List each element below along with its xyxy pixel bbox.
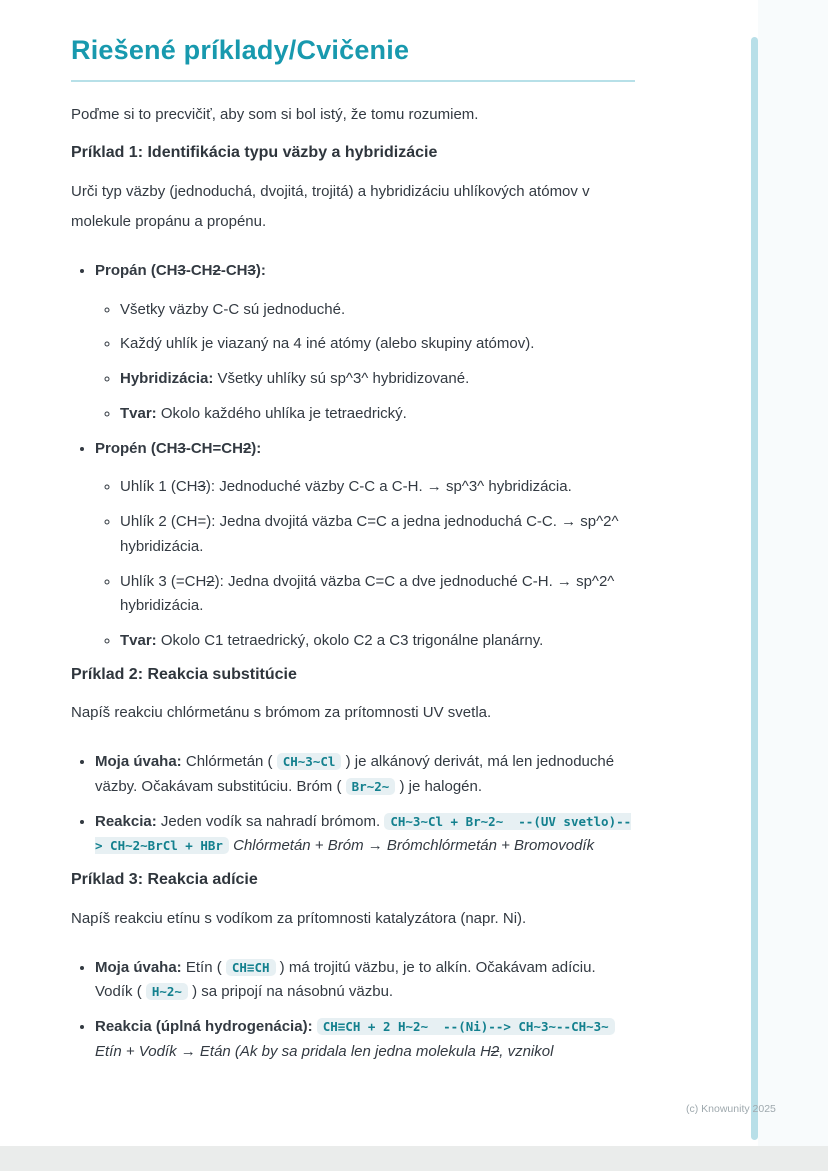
right-margin	[758, 0, 828, 1146]
propen-sublist	[95, 475, 635, 654]
text-segment: Etín (	[181, 958, 226, 976]
document-content	[71, 34, 635, 1075]
list-item	[120, 475, 635, 500]
example1-list	[71, 259, 635, 654]
watermark: (c) Knowunity 2025	[686, 1103, 776, 1115]
text-segment: Tvar:	[120, 632, 157, 650]
text-segment: Etín + Vodík → Etán (Ak by sa pridala len jedna molekula H	[95, 1042, 491, 1060]
text-segment: Okolo C1 tetraedrický, okolo C2 a C3 trigonálne planárny.	[156, 632, 544, 650]
text-segment: ) je alkánový derivát, má len jednoduché väzby. Očakávam substitúciu. Bróm (	[95, 753, 615, 795]
text-segment: 3	[177, 439, 186, 457]
text-segment: -CH	[185, 261, 213, 279]
list-item	[95, 956, 635, 1006]
text-segment: ): Jedna dvojitá väzba C=C a dve jednoduché C-H. → sp^2^ hybridizácia.	[120, 572, 615, 615]
example2-task: Napíš reakciu chlórmetánu s brómom za prítomnosti UV svetla.	[71, 704, 492, 722]
text-segment: -CH=CH	[185, 439, 243, 457]
text-segment: ) je halogén.	[395, 777, 483, 795]
text-segment: Uhlík 3 (=CH	[120, 572, 207, 590]
text-segment: Jeden vodík sa nahradí brómom.	[156, 812, 385, 830]
text-segment: Tvar:	[120, 404, 157, 422]
list-item-propan	[95, 259, 635, 427]
text-segment: 3	[197, 478, 206, 496]
example1-task: Urči typ väzby (jednoduchá, dvojitá, trojitá) a hybridizáciu uhlíkových atómov v molekule propánu a propénu.	[71, 182, 590, 230]
scrollbar-thumb[interactable]	[751, 37, 758, 1140]
code-chip: CH≡CH	[226, 959, 276, 976]
text-segment: Všetky uhlíky sú sp^3^ hybridizované.	[213, 370, 470, 388]
text-segment: Moja úvaha:	[95, 753, 182, 771]
text-segment: Okolo každého uhlíka je tetraedrický.	[156, 404, 407, 422]
text-segment: ) má trojitú väzbu, je to alkín. Očakávam adíciu. Vodík (	[95, 958, 596, 1001]
text-segment: Uhlík 2 (CH=): Jedna dvojitá väzba C=C a jedna jednoduchá C-C. → sp^2^ hybridizácia.	[120, 513, 619, 555]
text-segment: Propén (CH	[95, 439, 178, 457]
text-segment: Všetky väzby C-C sú jednoduché.	[120, 300, 346, 318]
list-item	[95, 810, 635, 860]
text-segment: -CH	[220, 261, 248, 279]
list-item-propen	[95, 437, 635, 654]
list-item	[120, 629, 635, 654]
list-item	[95, 750, 635, 800]
list-item	[120, 367, 635, 392]
example3-task: Napíš reakciu etínu s vodíkom za prítomnosti katalyzátora (napr. Ni).	[71, 909, 527, 927]
list-item-text	[95, 262, 266, 279]
text-segment: Chlórmetán (	[181, 753, 277, 771]
list-item	[120, 510, 635, 560]
text-segment: Uhlík 1 (CH	[120, 478, 198, 496]
code-chip: H~2~	[146, 983, 188, 1000]
list-item	[120, 332, 635, 357]
text-segment: 3	[177, 261, 186, 279]
intro-paragraph: Poďme si to precvičiť, aby som si bol istý, že tomu rozumiem.	[71, 106, 479, 124]
example3-heading: Príklad 3: Reakcia adície	[71, 871, 258, 889]
text-segment: Moja úvaha:	[95, 958, 182, 976]
list-item	[95, 1015, 635, 1065]
example2-list	[71, 750, 635, 859]
text-segment: 2	[206, 572, 215, 590]
list-item	[120, 570, 635, 620]
text-segment: Reakcia:	[95, 812, 157, 830]
text-segment: Reakcia (úplná hydrogenácia):	[95, 1018, 313, 1036]
text-segment: 3	[247, 261, 256, 279]
example2-heading: Príklad 2: Reakcia substitúcie	[71, 665, 297, 683]
text-segment: , vznikol	[499, 1042, 554, 1060]
page-title: Riešené príklady/Cvičenie	[71, 34, 635, 82]
code-chip: CH~3~Cl + Br~2~ --(UV svetlo)--> CH~2~BrCl + HBr	[95, 813, 632, 854]
text-segment: ):	[255, 261, 266, 279]
example1-heading: Príklad 1: Identifikácia typu väzby a hybridizácie	[71, 144, 438, 162]
text-segment: 2	[490, 1042, 500, 1060]
text-segment: ):	[251, 439, 262, 457]
list-item	[120, 298, 635, 323]
list-item-text	[95, 440, 261, 457]
text-segment: Propán (CH	[95, 261, 178, 279]
text-segment: ): Jednoduché väzby C-C a C-H. → sp^3^ hybridizácia.	[205, 478, 572, 496]
propan-sublist	[95, 298, 635, 427]
text-segment: Hybridizácia:	[120, 370, 214, 388]
code-chip: CH≡CH + 2 H~2~ --(Ni)--> CH~3~--CH~3~	[317, 1018, 615, 1035]
page-bottom-edge	[0, 1146, 828, 1171]
code-chip: CH~3~Cl	[277, 753, 342, 770]
list-item	[120, 402, 635, 427]
text-segment: Každý uhlík je viazaný na 4 iné atómy (alebo skupiny atómov).	[120, 335, 535, 353]
text-segment: 2	[212, 261, 221, 279]
text-segment: Chlórmetán + Bróm → Brómchlórmetán + Bromovodík	[233, 837, 595, 855]
text-segment: ) sa pripojí na násobnú väzbu.	[187, 983, 394, 1001]
example3-list	[71, 956, 635, 1065]
code-chip: Br~2~	[346, 778, 396, 795]
text-segment: 2	[242, 439, 252, 457]
